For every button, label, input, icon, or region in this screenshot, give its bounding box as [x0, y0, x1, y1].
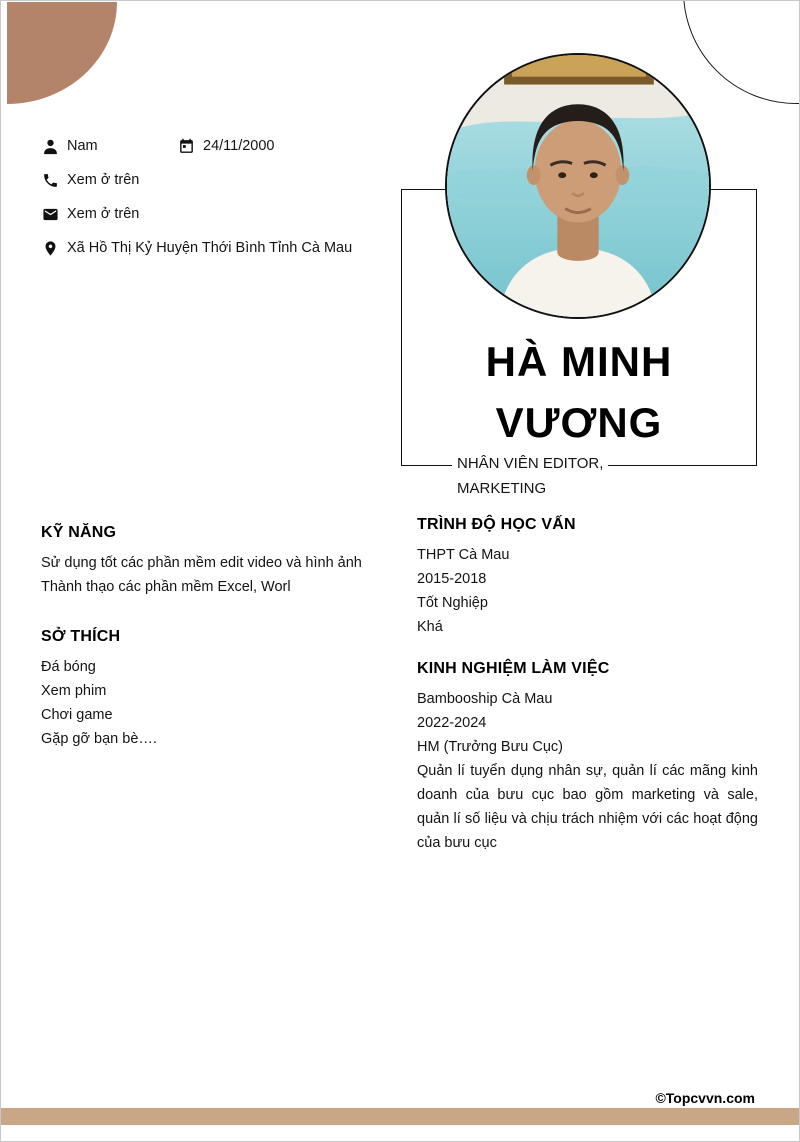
education-heading: TRÌNH ĐỘ HỌC VẤN: [417, 516, 576, 533]
phone-icon: [41, 171, 59, 189]
hobbies-heading: SỞ THÍCH: [41, 628, 121, 645]
hobbies-section: [41, 625, 382, 751]
education-section: [417, 513, 758, 639]
address-field: [41, 231, 386, 265]
education-school: THPT Cà Mau: [417, 547, 510, 563]
experience-description: Quản lí tuyển dụng nhân sự, quản lí các mãng kinh doanh của bưu cục bao gồm marketing và sale, quản lí số liệu và chịu trách nhiệm với các hoạt động của bưu cục: [417, 763, 758, 851]
hobby-item: Xem phim: [41, 683, 107, 699]
skills-item: Sử dụng tốt các phần mềm edit video và hình ảnh: [41, 555, 362, 571]
email-value: Xem ở trên: [67, 206, 140, 222]
gender-value: Nam: [67, 138, 98, 154]
candidate-name: [401, 331, 757, 453]
watermark: ©Topcvvn.com: [655, 1090, 755, 1106]
experience-heading: KINH NGHIỆM LÀM VIỆC: [417, 660, 610, 677]
skills-section: [41, 521, 382, 599]
hobby-item: Chơi game: [41, 707, 113, 723]
gender-field: [41, 129, 177, 163]
job-title-line1: NHÂN VIÊN EDITOR,: [452, 453, 608, 475]
profile-photo: [445, 53, 711, 319]
experience-years: 2022-2024: [417, 715, 487, 731]
calendar-icon: [177, 137, 195, 155]
name-line2: VƯƠNG: [495, 399, 663, 446]
location-icon: [41, 239, 59, 257]
photo-illustration: [447, 55, 709, 317]
person-icon: [41, 137, 59, 155]
phone-value: Xem ở trên: [67, 172, 140, 188]
address-value: Xã Hồ Thị Kỷ Huyện Thới Bình Tỉnh Cà Mau: [67, 240, 353, 256]
name-line1: HÀ MINH: [485, 338, 673, 385]
skills-heading: KỸ NĂNG: [41, 524, 117, 541]
education-years: 2015-2018: [417, 571, 487, 587]
dob-value: 24/11/2000: [203, 138, 275, 154]
corner-circle-outline: [683, 0, 800, 104]
skills-item: Thành thạo các phần mềm Excel, Worl: [41, 579, 291, 595]
bottom-bar: [1, 1108, 799, 1125]
right-column: [417, 513, 758, 855]
hobby-item: Gặp gỡ bạn bè….: [41, 731, 157, 747]
experience-role: HM (Trưởng Bưu Cục): [417, 739, 564, 755]
dob-field: [177, 129, 275, 163]
contact-row-1: [41, 129, 386, 163]
job-title-line2: MARKETING: [457, 480, 547, 497]
mail-icon: [41, 205, 59, 223]
left-column: [41, 521, 382, 751]
education-status: Tốt Nghiệp: [417, 595, 488, 611]
contact-info: [41, 129, 386, 265]
email-field: [41, 197, 386, 231]
experience-company: Bambooship Cà Mau: [417, 691, 553, 707]
phone-field: [41, 163, 386, 197]
hobby-item: Đá bóng: [41, 659, 96, 675]
experience-section: [417, 657, 758, 855]
corner-decoration: [7, 2, 117, 104]
job-title: [452, 453, 608, 500]
education-grade: Khá: [417, 619, 443, 635]
